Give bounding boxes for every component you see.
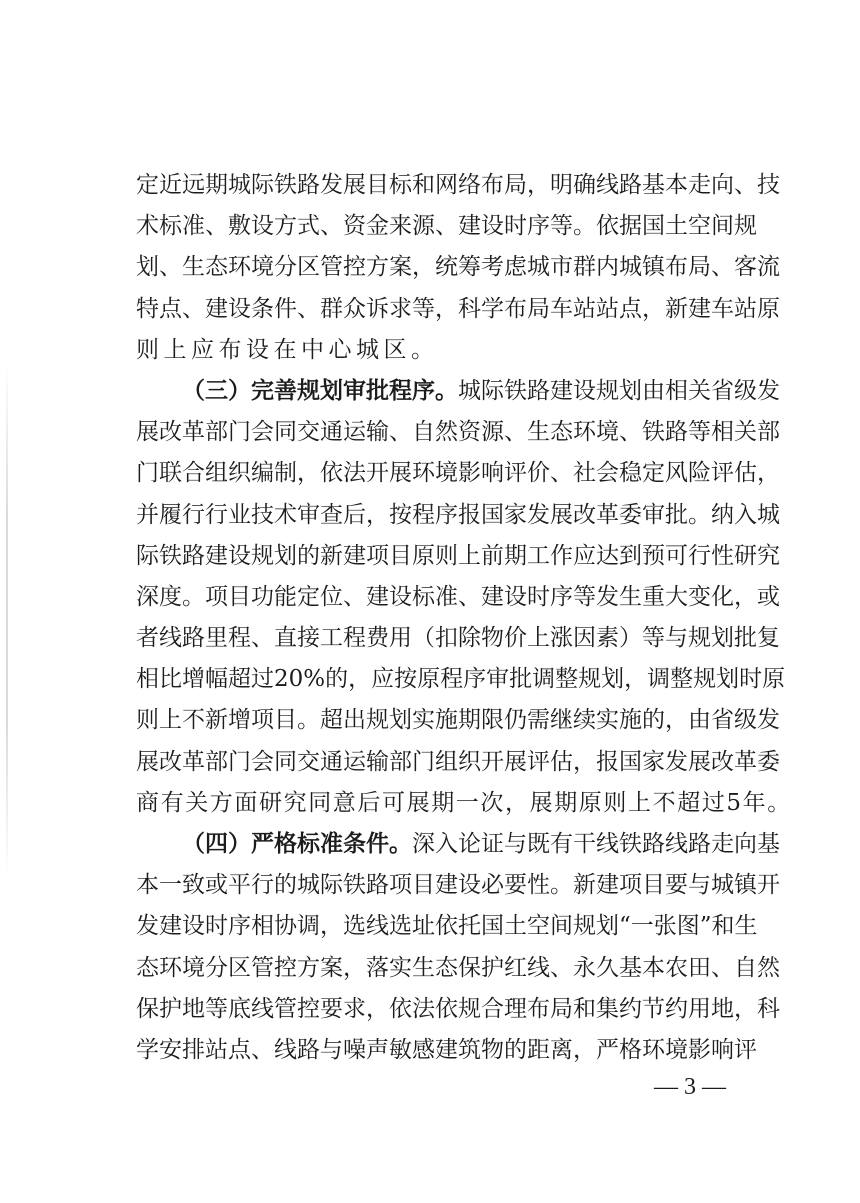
text-line-15: 展改革部门会同交通运输部门组织开展评估，报国家发展改革委 xyxy=(136,749,780,775)
text-line-12: 者线路里程、直接工程费用（扣除物价上涨因素）等与规划批复 xyxy=(136,625,780,651)
text-line-18: 本一致或平行的城际铁路项目建设必要性。新建项目要与城镇开 xyxy=(136,872,780,898)
text-line-1: 定近远期城际铁路发展目标和网络布局，明确线路基本走向、技 xyxy=(136,172,780,198)
text-line-3: 划、生态环境分区管控方案，统筹考虑城市群内城镇布局、客流 xyxy=(136,254,780,280)
section-4-lead-text: 深入论证与既有干线铁路线路走向基 xyxy=(412,831,780,857)
text-line-22: 学安排站点、线路与噪声敏感建筑物的距离，严格环境影响评 xyxy=(136,1037,757,1063)
text-line-16: 商有关方面研究同意后可展期一次，展期原则上不超过5年。 xyxy=(136,790,792,816)
section-4-heading: （四）严格标准条件。 xyxy=(182,830,412,857)
text-line-20: 态环境分区管控方案，落实生态保护红线、永久基本农田、自然 xyxy=(136,955,780,981)
scan-edge-shadow xyxy=(6,360,8,880)
section-4-first-line xyxy=(182,824,780,864)
text-line-11: 深度。项目功能定位、建设标准、建设时序等发生重大变化，或 xyxy=(136,584,780,610)
text-line-5: 则上应布设在中心城区。 xyxy=(136,337,439,363)
text-line-13: 相比增幅超过20%的，应按原程序审批调整规划，调整规划时原 xyxy=(136,666,786,692)
text-line-8: 门联合组织编制，依法开展环境影响评价、社会稳定风险评估， xyxy=(136,460,780,486)
section-3-first-line xyxy=(182,371,780,411)
text-line-10: 际铁路建设规划的新建项目原则上前期工作应达到预可行性研究 xyxy=(136,543,780,569)
text-line-7: 展改革部门会同交通运输、自然资源、生态环境、铁路等相关部 xyxy=(136,419,780,445)
page-number: — 3 — xyxy=(654,1074,726,1100)
text-line-9: 并履行行业技术审查后，按程序报国家发展改革委审批。纳入城 xyxy=(136,502,780,528)
section-3-heading: （三）完善规划审批程序。 xyxy=(182,377,458,404)
text-line-4: 特点、建设条件、群众诉求等，科学布局车站站点，新建车站原 xyxy=(136,296,780,322)
text-line-19: 发建设时序相协调，选线选址依托国土空间规划“一张图”和生 xyxy=(136,913,758,939)
text-line-2: 术标准、敷设方式、资金来源、建设时序等。依据国土空间规 xyxy=(136,213,757,239)
text-line-21: 保护地等底线管控要求，依法依规合理布局和集约节约用地，科 xyxy=(136,996,780,1022)
section-3-lead-text: 城际铁路建设规划由相关省级发 xyxy=(458,378,780,404)
text-line-14: 则上不新增项目。超出规划实施期限仍需继续实施的，由省级发 xyxy=(136,707,780,733)
